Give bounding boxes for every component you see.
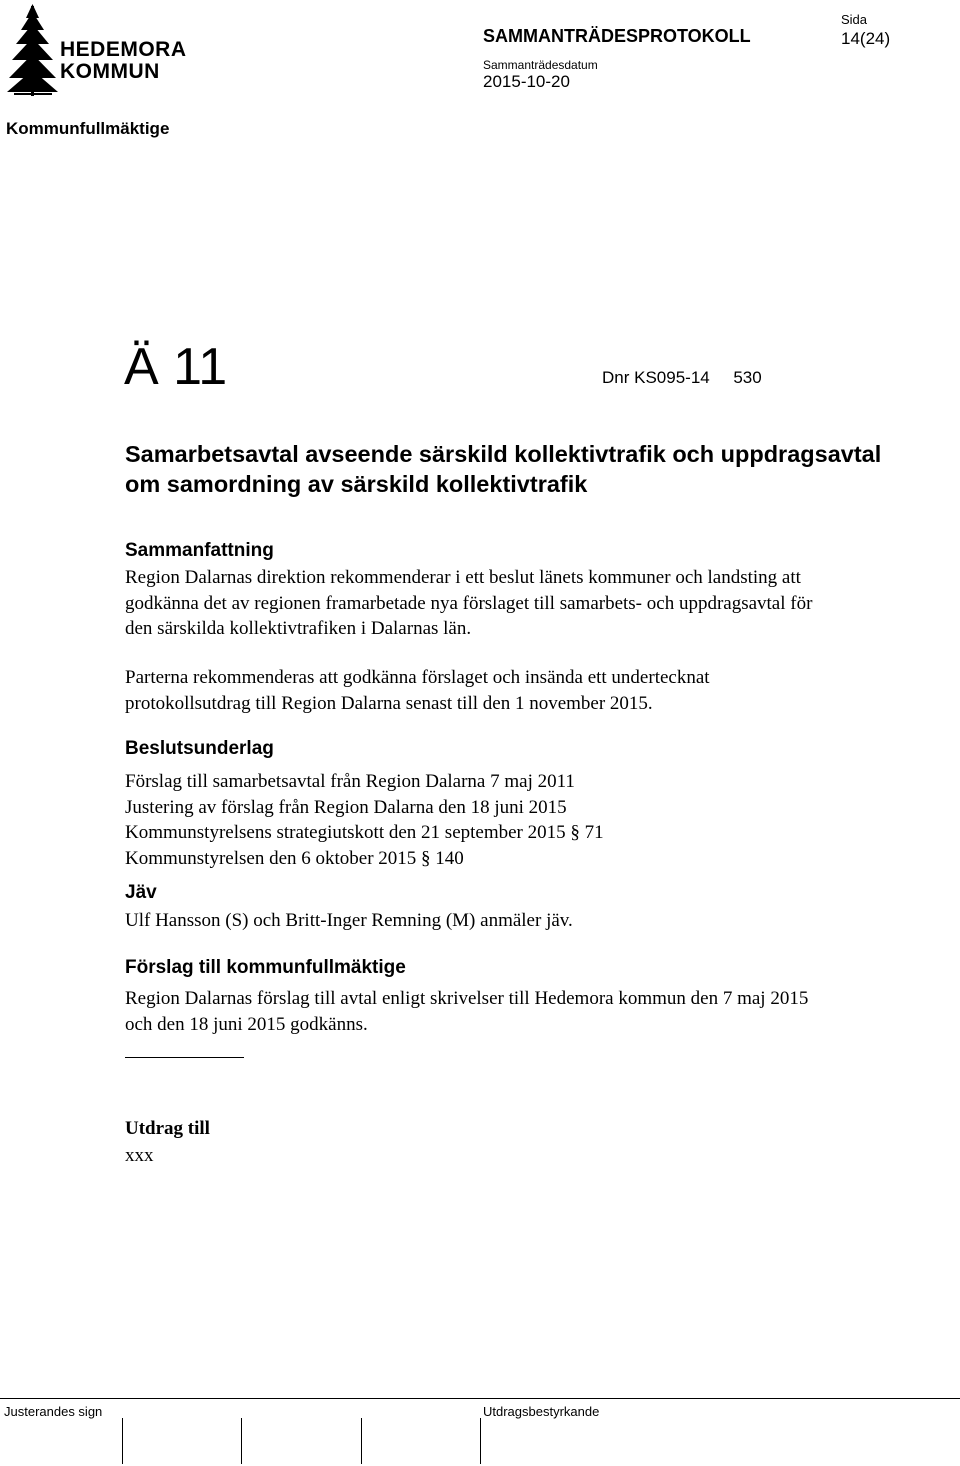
list-item: Kommunstyrelsens strategiutskott den 21 september 2015 § 71 [125,822,604,843]
extract-certification-label: Utdragsbestyrkande [483,1404,600,1419]
list-item: Förslag till samarbetsavtal från Region Dalarna 7 maj 2011 [125,771,575,792]
summary-paragraph-1: Region Dalarnas direktion rekommenderar i ett beslut länets kommuner och landsting att godkänna det av regionen framarbetade nya förslaget till samarbets- och uppdragsavtal för den särskilda kollektivtrafiken i Dalarnas län. [125,567,813,639]
page-label: Sida [841,12,868,27]
fir-tree-icon [6,2,60,98]
signature-box-divider [241,1418,242,1464]
basis-list [125,769,604,871]
proposal-text: Region Dalarnas förslag till avtal enligt skrivelser till Hedemora kommun den 7 maj 2015 och den 18 juni 2015 godkänns. [125,988,809,1035]
list-item: Kommunstyrelsen den 6 oktober 2015 § 140 [125,847,464,869]
summary-heading: Sammanfattning [125,540,274,561]
extract-heading: Utdrag till [125,1118,210,1139]
logo-text-line2: KOMMUN [60,60,160,83]
footer-rule [0,1398,960,1399]
diary-number: Dnr KS095-14 530 [602,368,762,387]
section-divider [125,1057,244,1058]
list-item: Justering av förslag från Region Dalarna den 18 juni 2015 [125,796,567,818]
logo-text-line1: HEDEMORA [60,38,187,61]
adjuster-sign-label: Justerandes sign [4,1404,103,1419]
signature-box-divider [122,1418,123,1464]
page-number: 14(24) [841,29,891,48]
summary-paragraph-2: Parterna rekommenderas att godkänna förslaget och insända ett undertecknat protokollsutdrag till Region Dalarna senast till den 1 november 2015. [125,667,710,714]
meeting-date-label: Sammanträdesdatum [483,58,598,72]
document-type: SAMMANTRÄDESPROTOKOLL [483,26,751,46]
signature-box-divider [480,1418,481,1464]
council-name: Kommunfullmäktige [6,119,170,138]
item-title: Samarbetsavtal avseende särskild kollektivtrafik och uppdragsavtal om samordning av särskild kollektivtrafik [125,441,882,497]
signature-footer [0,1398,960,1466]
jav-heading: Jäv [125,882,157,903]
meeting-date: 2015-10-20 [483,72,570,91]
item-number: Ä 11 [124,338,228,396]
signature-box-divider [361,1418,362,1464]
extract-recipients: xxx [125,1145,154,1166]
basis-heading: Beslutsunderlag [125,738,274,759]
proposal-heading: Förslag till kommunfullmäktige [125,957,406,978]
jav-text: Ulf Hansson (S) och Britt-Inger Remning (M) anmäler jäv. [125,910,573,931]
